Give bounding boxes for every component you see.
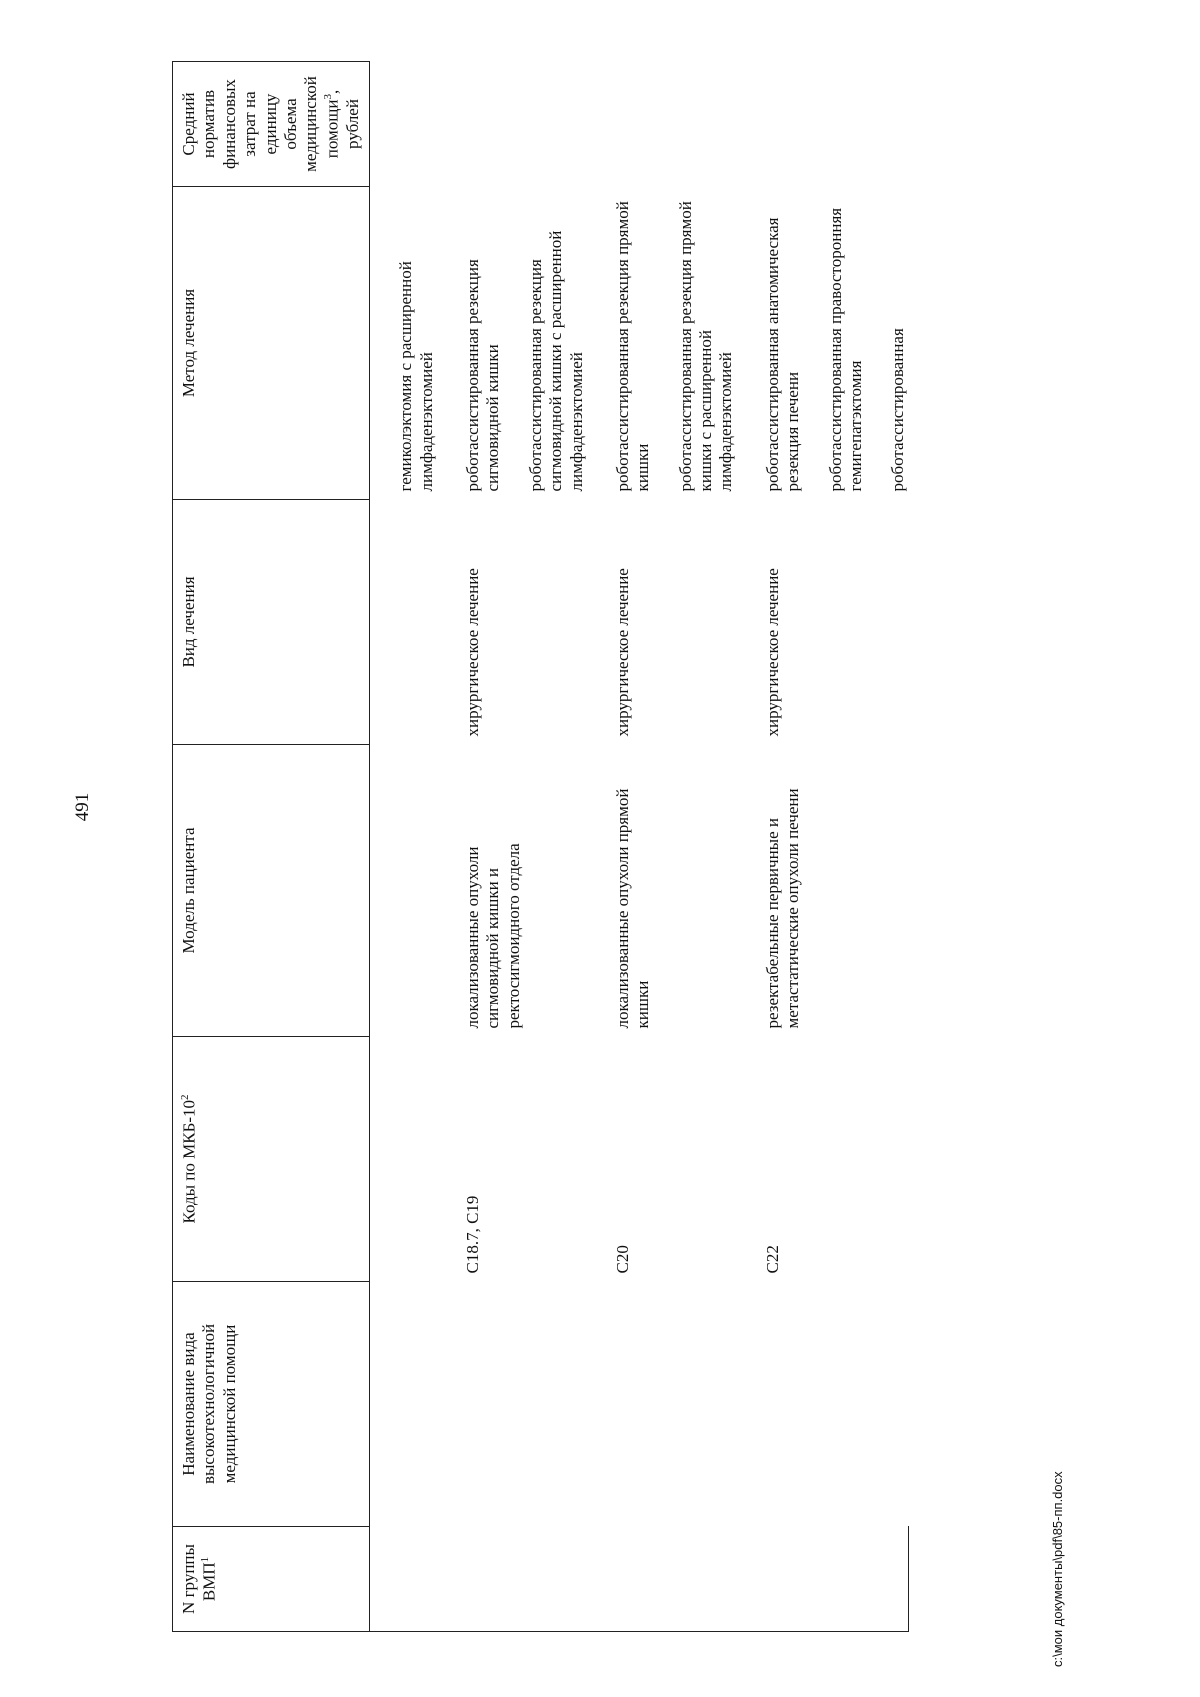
table-spacer-row — [370, 62, 397, 1632]
treatment-method: роботассистированная — [888, 328, 908, 492]
patient-model: локализованные опухоли прямой кишки — [612, 788, 653, 1029]
table-row — [613, 62, 737, 1632]
treatment-method: роботассистированная резекция сигмовидной кишки с расширенной лимфаденэктомией — [525, 230, 586, 492]
treatment-method: роботассистированная анатомическая резекция печени — [762, 217, 803, 492]
icd-code: C20 — [612, 1245, 632, 1274]
treatment-type: хирургическое лечение — [462, 568, 482, 737]
header-treatment-method: Метод лечения — [173, 187, 370, 500]
table-row — [396, 62, 437, 1632]
icd-code: C18.7, C19 — [462, 1195, 482, 1274]
header-care-name: Наименование вида высокотехнологичной медицинской помощи — [173, 1282, 370, 1527]
treatment-methods — [613, 187, 737, 500]
treatment-method: роботассистированная резекция сигмовидной кишки — [462, 259, 503, 492]
treatment-methods — [396, 187, 437, 500]
header-group-number: N группы ВМП$^1$ — [173, 1527, 370, 1632]
patient-model: резектабельные первичные и метастатические опухоли печени — [762, 788, 803, 1029]
treatment-method: гемиколэктомия с расширенной лимфаденэктомией — [396, 261, 436, 492]
page-number: 491 — [72, 792, 93, 822]
table-row — [463, 62, 587, 1632]
header-patient-model: Модель пациента — [173, 745, 370, 1037]
vmp-table — [172, 61, 909, 1632]
header-treatment-type: Вид лечения — [173, 500, 370, 745]
vmp-table-container — [172, 62, 909, 1632]
icd-code — [396, 1037, 437, 1282]
table-row — [763, 62, 909, 1632]
treatment-type: хирургическое лечение — [612, 568, 632, 737]
footer-file-path: c:\мои документы\pdf\85-пп.docx — [1050, 1471, 1065, 1667]
icd-code: C22 — [762, 1245, 782, 1274]
treatment-type: хирургическое лечение — [762, 568, 782, 737]
table-header-row — [173, 62, 370, 1632]
treatment-type — [396, 500, 437, 745]
treatment-method: роботассистированная резекция прямой кишки — [612, 201, 653, 492]
header-icd-codes: Коды по МКБ-$10^2$ — [173, 1037, 370, 1282]
treatment-method: роботассистированная правосторонняя гемигепатэктомия — [825, 207, 866, 492]
treatment-method: роботассистированная резекция прямой кишки с расширенной лимфаденэктомией — [675, 201, 736, 492]
patient-model — [396, 745, 437, 1037]
treatment-methods — [463, 187, 587, 500]
header-cost-norm: Средний норматив финансовых затрат на единицу объема медицинской помощи$^3$, рублей — [173, 62, 370, 187]
patient-model: локализованные опухоли сигмовидной кишки и ректосигмоидного отдела — [462, 843, 523, 1029]
treatment-methods — [763, 187, 909, 500]
